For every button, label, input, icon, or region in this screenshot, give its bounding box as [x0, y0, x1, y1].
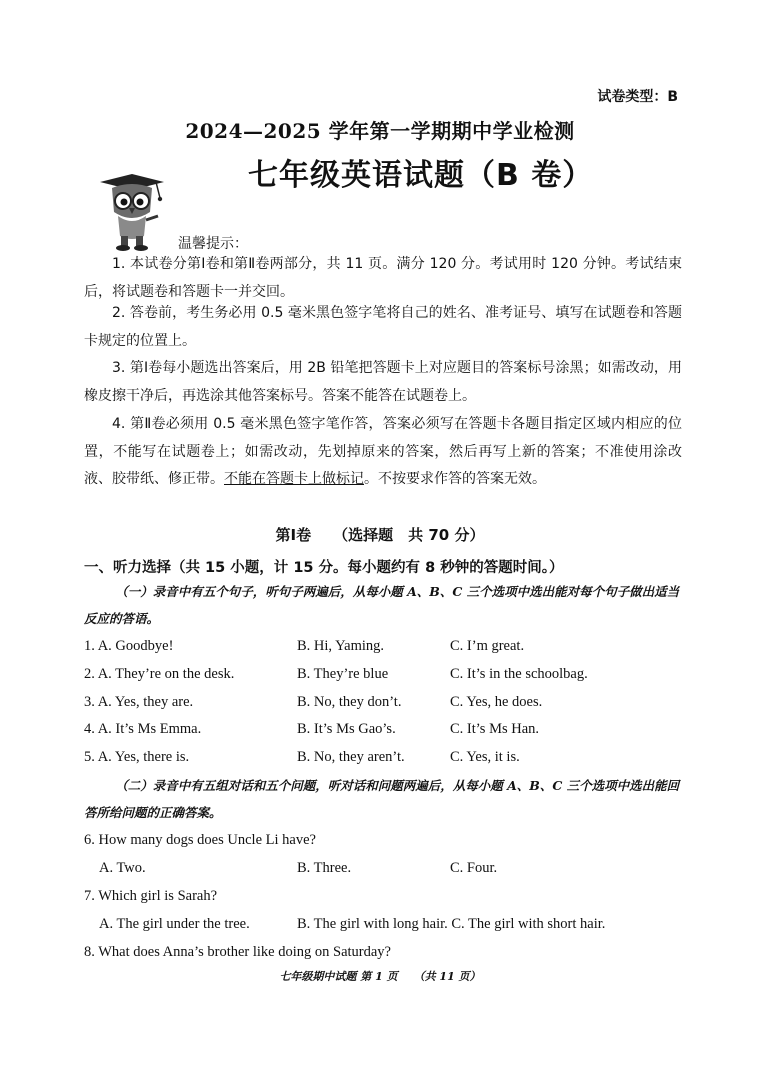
option-a: A. The girl under the tree. [99, 916, 250, 932]
option-a: 2. A. They’re on the desk. [84, 666, 235, 682]
option-a: 3. A. Yes, they are. [84, 694, 194, 710]
option-b: B. No, they aren’t. [297, 749, 405, 765]
question-6-stem: 6. How many dogs does Uncle Li have? [84, 832, 316, 848]
question-row [84, 694, 684, 718]
tip-item-2: 2. 答卷前，考生务必用 0.5 毫米黑色签字笔将自己的姓名、准考证号、填写在试题卷和答题卡规定的位置上。 [84, 305, 682, 349]
option-c: C. I’m great. [450, 638, 525, 654]
question-row [84, 666, 684, 690]
tip-item-4-end: 。不按要求作答的答案无效。 [364, 471, 546, 487]
part1-sub2-instruction: （二）录音中有五组对话和五个问题，听对话和问题两遍后，从每小题 A、B、C 三个选项中选出能回答所给问题的正确答案。 [84, 778, 680, 820]
option-b: B. Three. [297, 860, 352, 876]
section-title [0, 524, 760, 545]
option-c: C. Four. [450, 860, 498, 876]
graduate-owl-mascot-icon [94, 172, 168, 252]
question-row [84, 721, 684, 745]
option-a: 5. A. Yes, there is. [84, 749, 190, 765]
part1-title: 一、听力选择（共 15 小题，计 15 分。每小题约有 8 秒钟的答题时间。） [84, 560, 564, 576]
question-7-options [84, 916, 684, 940]
option-b: B. Hi, Yaming. [297, 638, 385, 654]
option-c: C. It’s Ms Han. [450, 721, 540, 737]
exam-title: 2024—2025 学年第一学期期中学业检测 [185, 119, 575, 143]
section-subtitle: （选择题 共 70 分） [333, 526, 485, 544]
tip-item-3: 3. 第Ⅰ卷每小题选出答案后，用 2B 铅笔把答题卡上对应题目的答案标号涂黑；如需改动，用橡皮擦干净后，再选涂其他答案标号。答案不能答在试题卷上。 [84, 360, 682, 404]
question-row [84, 638, 684, 662]
exam-subtitle: 七年级英语试题（B 卷） [248, 158, 594, 193]
question-8-stem: 8. What does Anna’s brother like doing on Saturday? [84, 944, 391, 960]
question-7-stem: 7. Which girl is Sarah? [84, 888, 218, 904]
option-a: 1. A. Goodbye! [84, 638, 174, 654]
option-a: 4. A. It’s Ms Emma. [84, 721, 202, 737]
footer-total: （共 11 页） [413, 970, 481, 983]
option-c: C. Yes, he does. [450, 694, 543, 710]
part1-sub1-instruction: （一）录音中有五个句子，听句子两遍后，从每小题 A、B、C 三个选项中选出能对每个句子做出适当反应的答语。 [84, 584, 680, 626]
paper-type-label: 试卷类型：B [597, 89, 678, 105]
question-6-options [84, 860, 684, 884]
footer-page: 七年级期中试题 第 1 页 [279, 970, 398, 983]
tip-item-4-underlined: 不能在答题卡上做标记 [224, 471, 364, 487]
option-c: C. It’s in the schoolbag. [450, 666, 588, 682]
option-b: B. They’re blue [297, 666, 389, 682]
tips-heading: 温馨提示： [178, 236, 248, 252]
tip-item-1: 1. 本试卷分第Ⅰ卷和第Ⅱ卷两部分，共 11 页。满分 120 分。考试用时 120 分钟。考试结束后，将试题卷和答题卡一并交回。 [84, 256, 682, 300]
section-name: 第Ⅰ卷 [275, 526, 312, 544]
option-b: B. No, they don’t. [297, 694, 402, 710]
question-row [84, 749, 684, 773]
option-c: C. Yes, it is. [450, 749, 520, 765]
option-a: A. Two. [99, 860, 146, 876]
option-b-c: B. The girl with long hair. C. The girl with short hair. [297, 916, 606, 932]
tip-item-4-text: 4. 第Ⅱ卷必须用 0.5 毫米黑色签字笔作答，答案必须写在答题卡各题目指定区域内相应的位置，不能写在试题卷上；如需改动，先划掉原来的答案，然后再写上新的答案；不准使用涂改液、胶带纸、修正带。 [84, 416, 682, 487]
option-b: B. It’s Ms Gao’s. [297, 721, 396, 737]
page-footer [0, 968, 760, 984]
tip-item-4 [84, 411, 682, 494]
